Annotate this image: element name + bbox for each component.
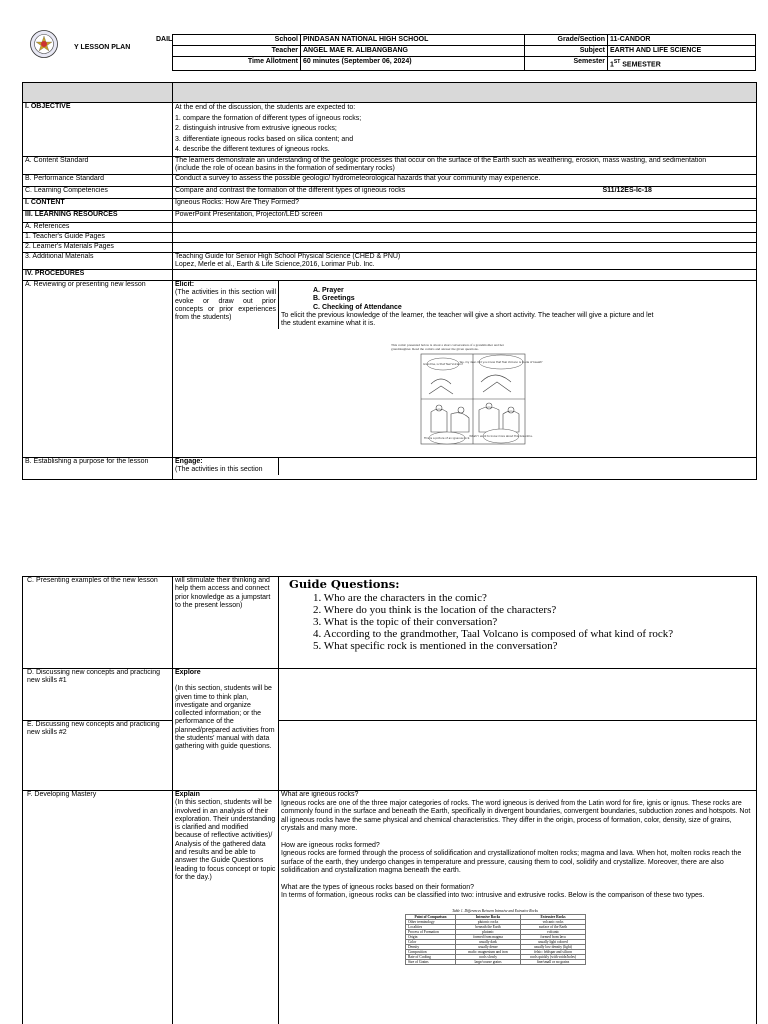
explain-cell xyxy=(173,791,279,1024)
objective-list: At the end of the discussion, the students are expected to: 1. compare the formation of different types of igneous rocks; 2. distinguish intrusive from extrusive igneous rocks; 3. differentiate igneous rocks based on silica content; and 4. describe the different textures of igneous rocks. xyxy=(173,103,757,157)
deped-seal-logo xyxy=(30,30,58,58)
para-types: In terms of formation, igneous rocks can be classified into two: intrusive and extrusive rocks. Below is the comparison of these two types. xyxy=(281,892,705,899)
lesson-plan-table-page2 xyxy=(22,576,757,1024)
content-label: I. CONTENT xyxy=(23,198,173,210)
table-caption: Table 1. Differences Between Intrusive and Extrusive Rocks xyxy=(452,908,538,913)
intrusive-value: usually dense xyxy=(456,944,521,949)
routine-greetings: B. Greetings xyxy=(313,295,355,303)
discuss1-label: D. Discussing new concepts and practicing new skills #1 xyxy=(23,669,173,721)
comic-caption: This comic presented below is about a short conversation of a grandmother and her granddaughter. Read the comics and answer the given questions. xyxy=(391,343,504,352)
elicit-desc: (The activities in this section will evoke or draw out prior concepts or prior experiences from the students) xyxy=(175,289,276,322)
explore-title: Explore xyxy=(175,669,201,676)
intrusive-value: mafic: magnesium and iron xyxy=(456,949,521,954)
value-school: PINDASAN NATIONAL HIGH SCHOOL xyxy=(301,35,525,46)
extrusive-value: usually low density (light) xyxy=(521,944,586,949)
question-how-formed: How are igneous rocks formed? xyxy=(281,841,380,849)
question-types: What are the types of igneous rocks based on their formation? xyxy=(281,883,474,891)
explain-desc: (In this section, students will be involved in an analysis of their exploration. Their understanding is clarified and modified because of reflective activities)/ Analysis of the gathered data and results and be able to answer the Guide Questions leading to focus concept or topic for the day.) xyxy=(175,799,276,881)
presenting-label: C. Presenting examples of the new lesson xyxy=(23,577,173,669)
elicit-title: Elicit: xyxy=(175,281,195,289)
routine-prayer: A. Prayer xyxy=(313,287,344,295)
value-subject: EARTH AND LIFE SCIENCE xyxy=(608,46,756,57)
content-standard-label: A. Content Standard xyxy=(23,156,173,174)
th-intrusive: Intrusive Rocks xyxy=(456,914,521,919)
competencies-label: C. Learning Competencies xyxy=(23,186,173,198)
value-teacher: ANGEL MAE R. ALIBANGBANG xyxy=(301,46,525,57)
comparison-row xyxy=(406,959,586,964)
intrusive-value: plutonic rocks xyxy=(456,919,521,924)
comparison-point: Process of Formation xyxy=(406,929,456,934)
review-label: A. Reviewing or presenting new lesson xyxy=(23,281,173,458)
extrusive-value: fine/small or no grains xyxy=(521,959,586,964)
comparison-row xyxy=(406,919,586,924)
resources-text: PowerPoint Presentation, Projector/LED screen xyxy=(173,210,757,222)
guide-questions-title: Guide Questions: xyxy=(289,577,400,591)
guide-questions xyxy=(279,577,757,669)
explore-cell xyxy=(173,669,279,791)
explain-title: Explain xyxy=(175,791,200,798)
competency-code: S11/12ES-Ic-18 xyxy=(602,186,652,194)
competencies-text: Compare and contrast the formation of the different types of igneous rocks S11/12ES-Ic-18 xyxy=(173,186,757,198)
extrusive-value: volcanic xyxy=(521,929,586,934)
comic-bubble-3: This is a picture of an igneous rock. xyxy=(423,437,471,441)
content-text: Igneous Rocks: How Are They Formed? xyxy=(173,198,757,210)
label-teacher: Teacher xyxy=(173,46,301,57)
elicit-cell xyxy=(173,281,757,458)
comparison-table-figure xyxy=(405,909,585,965)
th-point: Point of Comparison xyxy=(406,914,456,919)
comic-bubble-4: What? I want to know more about this Grandma. xyxy=(469,435,533,439)
extrusive-value: formed from lava xyxy=(521,934,586,939)
comparison-point: Density xyxy=(406,944,456,949)
lesson-plan-table-page1 xyxy=(22,82,757,480)
extrusive-value: volcanic rocks xyxy=(521,919,586,924)
additional-materials-label: 3. Additional Materials xyxy=(23,252,173,270)
comparison-point: Other terminology xyxy=(406,919,456,924)
engage-title: Engage: xyxy=(175,458,203,466)
comparison-point: Composition xyxy=(406,949,456,954)
tg-pages-label: 1. Teacher's Guide Pages xyxy=(23,232,173,242)
guide-question-2: 2. Where do you think is the location of the characters? xyxy=(313,604,557,617)
discuss2-label: E. Discussing new concepts and practicing new skills #2 xyxy=(23,721,173,791)
routine-attendance: C. Checking of Attendance xyxy=(313,303,402,311)
additional-materials-text: Teaching Guide for Senior High School Physical Science (CHED & PNU) Lopez, Merle et al., Earth & Life Science,2016, Lorimar Pub. Inc. xyxy=(173,252,757,270)
label-subject: Subject xyxy=(525,46,608,57)
guide-question-4: 4. According to the grandmother, Taal Volcano is composed of what kind of rock? xyxy=(313,628,674,641)
intrusive-value: cools slowly xyxy=(456,954,521,959)
comparison-table xyxy=(405,914,586,965)
para-how-formed: Igneous rocks are formed through the process of solidification and crystallizationof molten rocks; magma and lava. When hot, molten rocks reach the surface of the earth, they undergo changes in temperature and pressure, causing them to cool, solidify and crystallize. Moreover, there are also solidification and crystallization magma beneath the earth. xyxy=(281,850,742,874)
elicit-text-2: the student examine what it is. xyxy=(281,320,376,328)
content-standard-text: The learners demonstrate an understanding of the geologic processes that occur on the surface of the Earth such as weathering, erosion, mass wasting, and sedimentation (include the role of ocean basins in the formation of sedimentary rocks) xyxy=(173,156,757,174)
extrusive-value: usually light colored xyxy=(521,939,586,944)
guide-question-1: 1. Who are the characters in the comic? xyxy=(313,592,487,605)
resources-label: III. LEARNING RESOURCES xyxy=(23,210,173,222)
comparison-point: Rate of Cooling xyxy=(406,954,456,959)
performance-standard-label: B. Performance Standard xyxy=(23,174,173,186)
value-semester: 1ST SEMESTER xyxy=(608,57,756,71)
th-extrusive: Extrusive Rocks xyxy=(521,914,586,919)
extrusive-value: surface of the Earth xyxy=(521,924,586,929)
intrusive-value: large/coarse grains xyxy=(456,959,521,964)
elicit-text-1: To elicit the previous knowledge of the learner, the teacher will give a short activity. The teacher will give a picture and let xyxy=(281,312,654,320)
lm-pages-label: 2. Learner's Materials Pages xyxy=(23,242,173,252)
comparison-point: Localities xyxy=(406,924,456,929)
label-school: School xyxy=(173,35,301,46)
comic-image xyxy=(391,343,555,448)
guide-question-5: 5. What specific rock is mentioned in the conversation? xyxy=(313,640,558,653)
label-time: Time Allotment xyxy=(173,57,301,71)
comparison-point: Origin xyxy=(406,934,456,939)
purpose-label: B. Establishing a purpose for the lesson xyxy=(23,458,173,480)
intrusive-value: plutonic xyxy=(456,929,521,934)
comparison-point: Color xyxy=(406,939,456,944)
label-grade: Grade/Section xyxy=(525,35,608,46)
performance-standard-text: Conduct a survey to assess the possible geologic/ hydrometeorological hazards that your community may experience. xyxy=(173,174,757,186)
presenting-desc: will stimulate their thinking and help them access and connect prior knowledge as a jumpstart to the present lesson) xyxy=(173,577,279,669)
mastery-label: F. Developing Mastery xyxy=(23,791,173,1024)
references-label: A. References xyxy=(23,222,173,232)
title-lesson-plan: Y LESSON PLAN xyxy=(74,44,131,51)
engage-desc: (The activities in this section xyxy=(175,466,263,474)
extrusive-value: felsic: feldspar and silicon xyxy=(521,949,586,954)
explore-desc: (In this section, students will be given time to think plan, investigate and organize collected information; or the performance of the planned/prepared activities from the students' manual with data gathering with guide questions. xyxy=(175,685,275,751)
objective-label: I. OBJECTIVE xyxy=(23,103,173,157)
comic-bubble-2: Yes, my dear. Did you know that Taal Volcano is made of basalt? xyxy=(459,361,543,365)
comparison-point: Size of Grains xyxy=(406,959,456,964)
question-what-are: What are igneous rocks? xyxy=(281,791,359,798)
explain-content xyxy=(279,791,757,1024)
header-info-table xyxy=(172,34,756,71)
intrusive-value: usually dark xyxy=(456,939,521,944)
guide-question-3: 3. What is the topic of their conversation? xyxy=(313,616,498,629)
intrusive-value: beneath the Earth xyxy=(456,924,521,929)
extrusive-value: cools quickly (with voids/holes) xyxy=(521,954,586,959)
label-semester: Semester xyxy=(525,57,608,71)
value-grade: 11-CANDOR xyxy=(608,35,756,46)
procedures-label: IV. PROCEDURES xyxy=(23,270,173,281)
comic-bubble-1: Grandma, is that Taal Volcano? xyxy=(422,363,464,367)
title-dail: DAIL xyxy=(156,36,173,43)
value-time: 60 minutes (September 06, 2024) xyxy=(301,57,525,71)
para-what-are: Igneous rocks are one of the three major categories of rocks. The word igneous is derived from the Latin word for fire, ignis or ignus. These rocks are commonly found in the surface and beneath the Earth, specifically in divergent boundaries, convergent boundaries, subduction zones and hotspots. Not all igneous rocks have the same physical and chemical characteristics. They differ in the origin, process of formation, color, density, size of grains, crystals and many more. xyxy=(281,799,751,832)
intrusive-value: formed from magma xyxy=(456,934,521,939)
